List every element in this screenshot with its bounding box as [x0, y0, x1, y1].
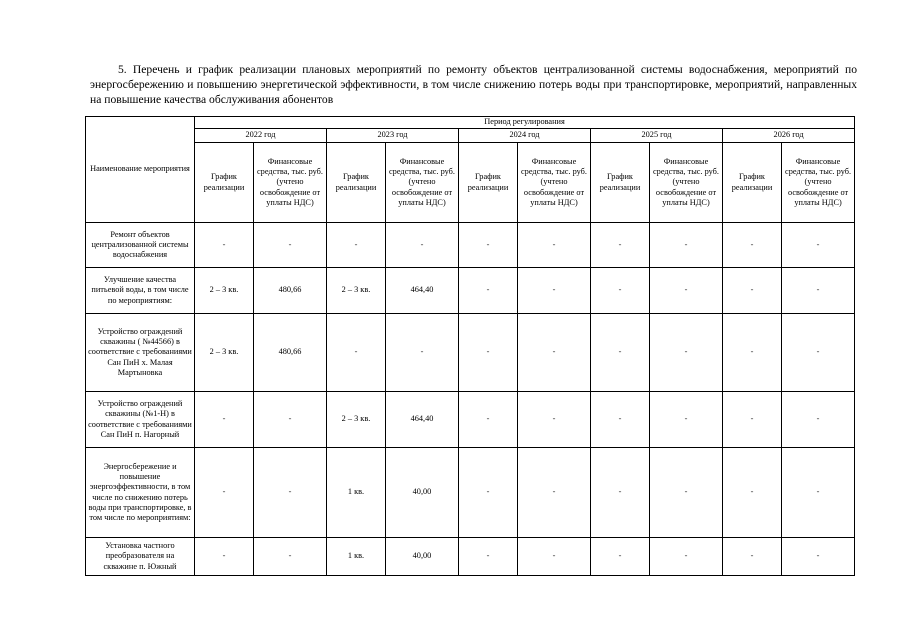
- finance-cell: 464,40: [386, 268, 459, 314]
- schedule-cell: -: [591, 268, 650, 314]
- table-row: [86, 268, 855, 314]
- schedule-subheader: График реализации: [195, 143, 254, 223]
- schedule-cell: -: [723, 223, 782, 268]
- finance-cell: -: [782, 223, 855, 268]
- schedule-cell: -: [723, 314, 782, 392]
- finance-subheader: Финансовые средства, тыс. руб. (учтено освобождение от уплаты НДС): [518, 143, 591, 223]
- finance-cell: -: [518, 268, 591, 314]
- finance-cell: -: [254, 223, 327, 268]
- table-row: [86, 448, 855, 538]
- schedule-cell: 1 кв.: [327, 538, 386, 576]
- measure-name-cell: Улучшение качества питьевой воды, в том числе по мероприятиям:: [86, 268, 195, 314]
- schedule-cell: -: [459, 268, 518, 314]
- plan-table: [85, 116, 855, 576]
- finance-subheader: Финансовые средства, тыс. руб. (учтено освобождение от уплаты НДС): [782, 143, 855, 223]
- finance-subheader: Финансовые средства, тыс. руб. (учтено освобождение от уплаты НДС): [386, 143, 459, 223]
- schedule-cell: -: [195, 538, 254, 576]
- schedule-cell: -: [459, 223, 518, 268]
- schedule-cell: -: [195, 448, 254, 538]
- finance-cell: 464,40: [386, 392, 459, 448]
- schedule-cell: -: [723, 448, 782, 538]
- schedule-cell: -: [459, 448, 518, 538]
- schedule-cell: -: [459, 392, 518, 448]
- schedule-cell: -: [591, 538, 650, 576]
- period-header: Период регулирования: [195, 117, 855, 129]
- finance-cell: -: [650, 223, 723, 268]
- finance-cell: -: [782, 268, 855, 314]
- finance-cell: -: [518, 448, 591, 538]
- finance-cell: -: [650, 538, 723, 576]
- schedule-cell: -: [459, 314, 518, 392]
- schedule-cell: 1 кв.: [327, 448, 386, 538]
- measure-name-cell: Установка частного преобразователя на скважине п. Южный: [86, 538, 195, 576]
- finance-cell: -: [782, 448, 855, 538]
- schedule-cell: -: [591, 392, 650, 448]
- finance-cell: -: [650, 448, 723, 538]
- table-row: [86, 392, 855, 448]
- finance-cell: 40,00: [386, 538, 459, 576]
- schedule-subheader: График реализации: [459, 143, 518, 223]
- year-header: 2022 год: [195, 129, 327, 143]
- finance-cell: -: [254, 538, 327, 576]
- schedule-cell: -: [723, 268, 782, 314]
- finance-cell: -: [518, 314, 591, 392]
- schedule-cell: -: [327, 223, 386, 268]
- year-header: 2026 год: [723, 129, 855, 143]
- schedule-cell: -: [723, 538, 782, 576]
- finance-cell: -: [518, 538, 591, 576]
- finance-cell: -: [254, 392, 327, 448]
- finance-cell: -: [518, 392, 591, 448]
- name-column-header: Наименование мероприятия: [86, 117, 195, 223]
- year-header: 2025 год: [591, 129, 723, 143]
- schedule-cell: -: [195, 223, 254, 268]
- schedule-cell: 2 – 3 кв.: [327, 392, 386, 448]
- schedule-cell: -: [591, 314, 650, 392]
- finance-cell: 480,66: [254, 314, 327, 392]
- table-row: [86, 223, 855, 268]
- finance-cell: -: [518, 223, 591, 268]
- finance-cell: 40,00: [386, 448, 459, 538]
- finance-subheader: Финансовые средства, тыс. руб. (учтено освобождение от уплаты НДС): [650, 143, 723, 223]
- schedule-cell: 2 – 3 кв.: [195, 314, 254, 392]
- schedule-cell: 2 – 3 кв.: [327, 268, 386, 314]
- schedule-subheader: График реализации: [327, 143, 386, 223]
- section-heading: 5. Перечень и график реализации плановых мероприятий по ремонту объектов централизованной системы водоснабжения, мероприятий по энергосбережению и повышению энергетической эффективности, в том числе снижению потерь воды при транспортировке, мероприятий, направленных на повышение качества обслуживания абонентов: [90, 63, 857, 106]
- finance-cell: -: [650, 268, 723, 314]
- measure-name-cell: Устройство ограждений скважины ( №44566) в соответствие с требованиями Сан ПиН х. Малая Мартыновка: [86, 314, 195, 392]
- table-row: [86, 314, 855, 392]
- finance-cell: -: [782, 314, 855, 392]
- schedule-subheader: График реализации: [591, 143, 650, 223]
- finance-cell: -: [782, 392, 855, 448]
- year-header: 2023 год: [327, 129, 459, 143]
- measure-name-cell: Устройство ограждений скважины (№1-Н) в соответствие с требованиями Сан ПиН п. Нагорный: [86, 392, 195, 448]
- measure-name-cell: Ремонт объектов централизованной системы водоснабжения: [86, 223, 195, 268]
- year-header: 2024 год: [459, 129, 591, 143]
- table-row: [86, 538, 855, 576]
- finance-cell: -: [650, 314, 723, 392]
- schedule-subheader: График реализации: [723, 143, 782, 223]
- schedule-cell: 2 – 3 кв.: [195, 268, 254, 314]
- finance-cell: -: [386, 314, 459, 392]
- schedule-cell: -: [327, 314, 386, 392]
- measure-name-cell: Энергосбережение и повышение энергоэффективности, в том числе по снижению потерь воды при транспортировке, в том числе по мероприятиям:: [86, 448, 195, 538]
- finance-cell: -: [386, 223, 459, 268]
- finance-cell: 480,66: [254, 268, 327, 314]
- schedule-cell: -: [591, 448, 650, 538]
- finance-cell: -: [782, 538, 855, 576]
- schedule-cell: -: [723, 392, 782, 448]
- finance-cell: -: [254, 448, 327, 538]
- schedule-cell: -: [195, 392, 254, 448]
- finance-subheader: Финансовые средства, тыс. руб. (учтено освобождение от уплаты НДС): [254, 143, 327, 223]
- schedule-cell: -: [591, 223, 650, 268]
- schedule-cell: -: [459, 538, 518, 576]
- finance-cell: -: [650, 392, 723, 448]
